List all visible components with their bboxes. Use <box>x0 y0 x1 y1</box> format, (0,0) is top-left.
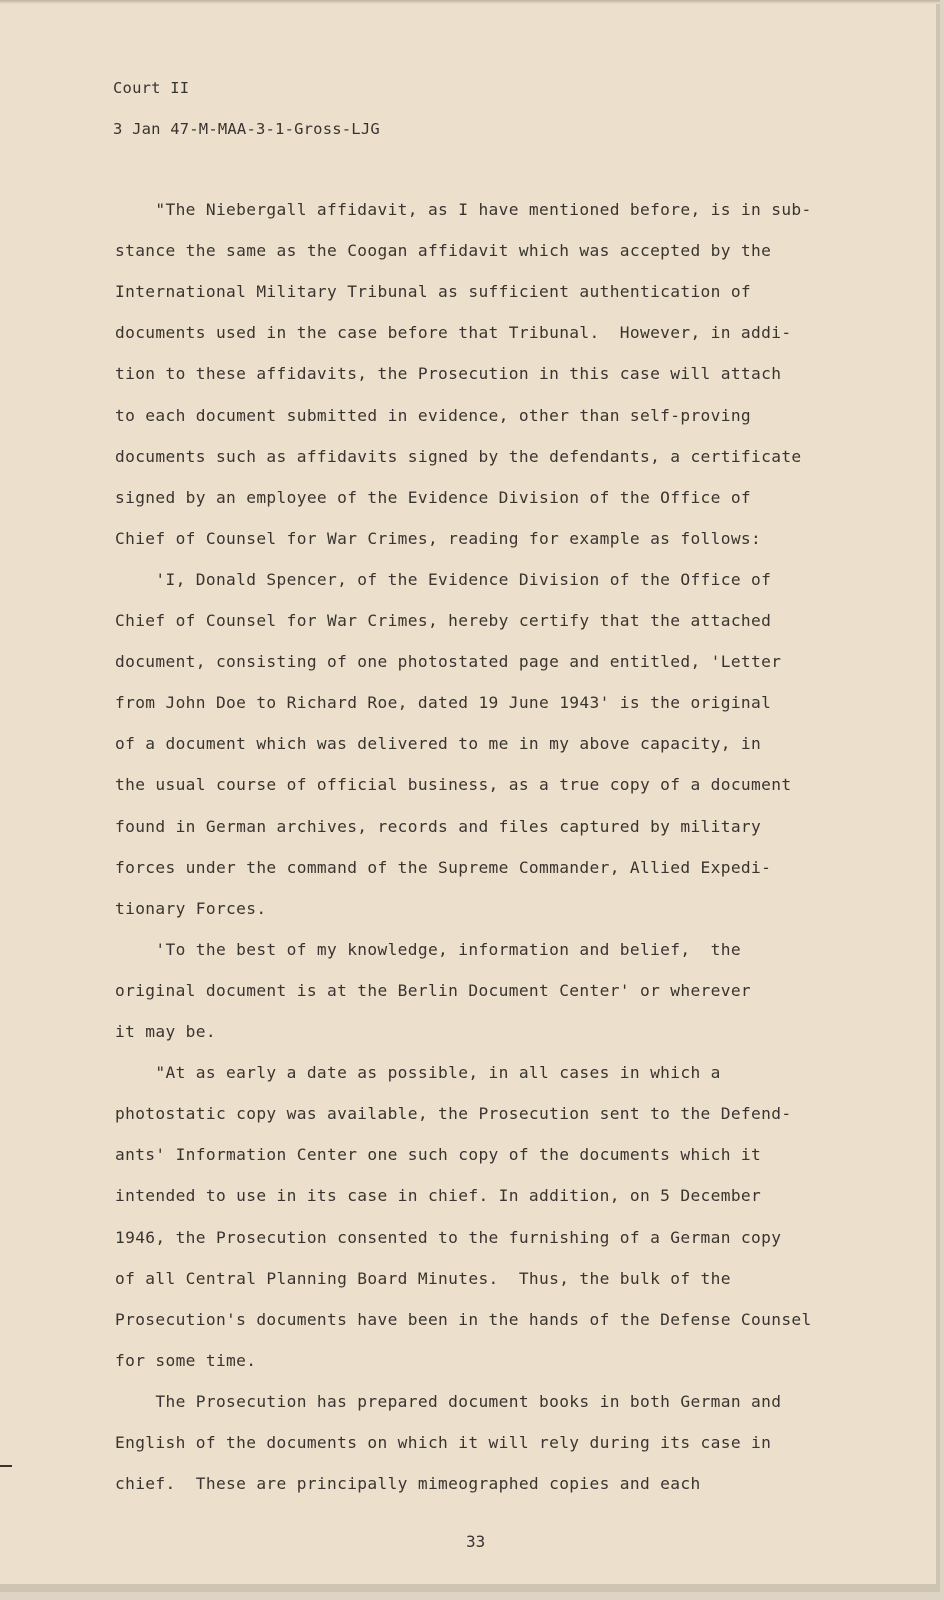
text-line: the usual course of official business, as a true copy of a document <box>115 775 792 795</box>
text-line: intended to use in its case in chief. In addition, on 5 December <box>115 1186 762 1206</box>
margin-mark <box>0 1465 12 1467</box>
text-line: photostatic copy was available, the Prosecution sent to the Defend- <box>115 1104 792 1124</box>
page-edge-shadow <box>0 0 940 4</box>
text-line: tionary Forces. <box>115 898 267 918</box>
page-number: 33 <box>466 1532 486 1551</box>
court-label: Court II <box>113 79 190 97</box>
text-line: The Prosecution has prepared document books in both German and <box>115 1391 782 1411</box>
text-line: Chief of Counsel for War Crimes, hereby certify that the attached <box>115 611 772 630</box>
text-line: it may be. <box>115 1022 216 1041</box>
text-line: Chief of Counsel for War Crimes, reading for example as follows: <box>115 528 762 548</box>
session-reference: 3 Jan 47-M-MAA-3-1-Gross-LJG <box>113 120 380 138</box>
text-line: forces under the command of the Supreme Commander, Allied Expedi- <box>115 857 772 877</box>
text-line: documents such as affidavits signed by the defendants, a certificate <box>115 446 802 466</box>
text-line: tion to these affidavits, the Prosecution in this case will attach <box>115 364 782 384</box>
text-line: 'I, Donald Spencer, of the Evidence Division of the Office of <box>115 569 772 589</box>
text-line: documents used in the case before that Tribunal. However, in addi- <box>115 323 792 343</box>
text-line: "The Niebergall affidavit, as I have mentioned before, is in sub- <box>115 200 812 219</box>
text-line: original document is at the Berlin Document Center' or wherever <box>115 980 752 1000</box>
text-line: of all Central Planning Board Minutes. Thus, the bulk of the <box>115 1268 731 1288</box>
text-line: ants' Information Center one such copy of the documents which it <box>115 1145 762 1165</box>
text-line: stance the same as the Coogan affidavit which was accepted by the <box>115 241 772 261</box>
text-line: for some time. <box>115 1350 257 1370</box>
text-line: to each document submitted in evidence, other than self-proving <box>115 405 752 425</box>
text-line: "At as early a date as possible, in all cases in which a <box>115 1063 721 1083</box>
text-line: Prosecution's documents have been in the hands of the Defense Counsel <box>115 1309 812 1329</box>
text-line: 'To the best of my knowledge, information and belief, the <box>115 939 741 959</box>
text-line: from John Doe to Richard Roe, dated 19 June 1943' is the original <box>115 693 772 713</box>
text-line: document, consisting of one photostated page and entitled, 'Letter <box>115 652 782 672</box>
text-line: signed by an employee of the Evidence Division of the Office of <box>115 487 752 507</box>
text-line: of a document which was delivered to me in my above capacity, in <box>115 734 762 754</box>
text-line: English of the documents on which it will rely during its case in <box>115 1433 772 1452</box>
text-line: 1946, the Prosecution consented to the furnishing of a German copy <box>115 1227 782 1247</box>
text-line: found in German archives, records and files captured by military <box>115 816 762 836</box>
text-line: chief. These are principally mimeographed copies and each <box>115 1474 701 1494</box>
text-line: International Military Tribunal as sufficient authentication of <box>115 282 752 302</box>
